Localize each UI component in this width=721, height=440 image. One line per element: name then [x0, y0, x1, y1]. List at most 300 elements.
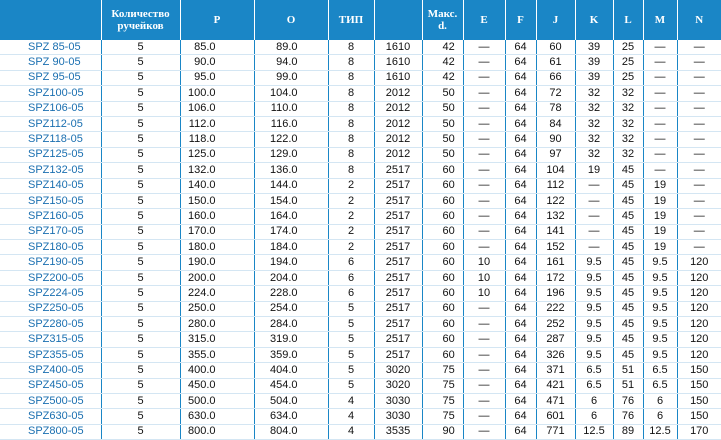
cell-l: 45 [613, 163, 643, 178]
header-j: J [536, 0, 575, 40]
cell-m: 9.5 [643, 317, 677, 332]
cell-n: — [677, 224, 721, 239]
cell-max-d: 90 [422, 424, 463, 439]
cell-model: SPZ170-05 [0, 224, 101, 239]
table-row [0, 378, 721, 393]
cell-type: 6 [328, 255, 374, 270]
cell-n: — [677, 163, 721, 178]
header-o: O [254, 0, 328, 40]
cell-max-d: 42 [422, 40, 463, 55]
table-row [0, 240, 721, 255]
cell-k: 39 [575, 70, 613, 85]
cell-n: 120 [677, 301, 721, 316]
cell-m: 19 [643, 240, 677, 255]
cell-model: SPZ190-05 [0, 255, 101, 270]
cell-j: 471 [536, 393, 575, 408]
cell-j: 104 [536, 163, 575, 178]
table-row [0, 209, 721, 224]
cell-j: 84 [536, 116, 575, 131]
cell-f: 64 [505, 332, 536, 347]
cell-bush: 2012 [374, 147, 422, 162]
cell-max-d: 50 [422, 116, 463, 131]
cell-grooves: 5 [101, 240, 180, 255]
cell-model: SPZ100-05 [0, 86, 101, 101]
cell-f: 64 [505, 224, 536, 239]
cell-grooves: 5 [101, 363, 180, 378]
cell-e: — [463, 178, 505, 193]
cell-grooves: 5 [101, 163, 180, 178]
cell-model: SPZ106-05 [0, 101, 101, 116]
cell-bush: 3030 [374, 409, 422, 424]
cell-l: 45 [613, 240, 643, 255]
cell-n: 150 [677, 363, 721, 378]
cell-e: — [463, 116, 505, 131]
cell-model: SPZ125-05 [0, 147, 101, 162]
cell-e: — [463, 409, 505, 424]
table-row [0, 363, 721, 378]
cell-type: 8 [328, 86, 374, 101]
cell-max-d: 75 [422, 378, 463, 393]
cell-o: 634.0 [254, 409, 328, 424]
cell-bush: 1610 [374, 40, 422, 55]
header-max-d: Макс. d. [422, 0, 463, 40]
cell-type: 2 [328, 209, 374, 224]
cell-f: 64 [505, 209, 536, 224]
cell-e: — [463, 101, 505, 116]
cell-type: 4 [328, 409, 374, 424]
cell-m: — [643, 86, 677, 101]
cell-max-d: 60 [422, 224, 463, 239]
cell-p: 100.0 [180, 86, 254, 101]
cell-e: — [463, 393, 505, 408]
cell-k: 9.5 [575, 317, 613, 332]
cell-f: 64 [505, 193, 536, 208]
cell-model: SPZ 90-05 [0, 55, 101, 70]
header-bush [374, 0, 422, 40]
cell-max-d: 60 [422, 255, 463, 270]
header-name [0, 0, 101, 40]
cell-e: — [463, 86, 505, 101]
cell-k: — [575, 209, 613, 224]
cell-f: 64 [505, 55, 536, 70]
cell-model: SPZ630-05 [0, 409, 101, 424]
cell-j: 72 [536, 86, 575, 101]
cell-grooves: 5 [101, 270, 180, 285]
cell-p: 450.0 [180, 378, 254, 393]
cell-model: SPZ400-05 [0, 363, 101, 378]
cell-m: 6.5 [643, 363, 677, 378]
cell-l: 32 [613, 132, 643, 147]
cell-n: 150 [677, 378, 721, 393]
cell-m: — [643, 55, 677, 70]
cell-f: 64 [505, 86, 536, 101]
cell-model: SPZ200-05 [0, 270, 101, 285]
cell-l: 76 [613, 409, 643, 424]
cell-k: 9.5 [575, 270, 613, 285]
cell-o: 94.0 [254, 55, 328, 70]
cell-l: 76 [613, 393, 643, 408]
table-row [0, 86, 721, 101]
cell-f: 64 [505, 378, 536, 393]
cell-bush: 2517 [374, 286, 422, 301]
cell-grooves: 5 [101, 147, 180, 162]
cell-f: 64 [505, 393, 536, 408]
cell-n: — [677, 55, 721, 70]
cell-e: — [463, 70, 505, 85]
cell-k: — [575, 240, 613, 255]
cell-type: 5 [328, 363, 374, 378]
cell-n: 150 [677, 393, 721, 408]
cell-grooves: 5 [101, 301, 180, 316]
cell-n: 170 [677, 424, 721, 439]
cell-n: 120 [677, 255, 721, 270]
cell-grooves: 5 [101, 178, 180, 193]
cell-model: SPZ180-05 [0, 240, 101, 255]
cell-e: — [463, 347, 505, 362]
cell-f: 64 [505, 132, 536, 147]
cell-bush: 2012 [374, 132, 422, 147]
cell-m: — [643, 40, 677, 55]
cell-model: SPZ160-05 [0, 209, 101, 224]
cell-f: 64 [505, 255, 536, 270]
cell-f: 64 [505, 286, 536, 301]
cell-o: 116.0 [254, 116, 328, 131]
cell-max-d: 75 [422, 409, 463, 424]
cell-k: 9.5 [575, 347, 613, 362]
cell-model: SPZ140-05 [0, 178, 101, 193]
cell-j: 326 [536, 347, 575, 362]
table-row [0, 347, 721, 362]
cell-e: — [463, 40, 505, 55]
cell-e: — [463, 132, 505, 147]
cell-e: — [463, 224, 505, 239]
cell-max-d: 75 [422, 393, 463, 408]
cell-o: 89.0 [254, 40, 328, 55]
cell-model: SPZ250-05 [0, 301, 101, 316]
cell-j: 601 [536, 409, 575, 424]
cell-k: — [575, 178, 613, 193]
table-row [0, 301, 721, 316]
cell-k: — [575, 224, 613, 239]
cell-n: — [677, 240, 721, 255]
cell-o: 144.0 [254, 178, 328, 193]
cell-max-d: 60 [422, 193, 463, 208]
cell-model: SPZ150-05 [0, 193, 101, 208]
cell-j: 252 [536, 317, 575, 332]
cell-j: 66 [536, 70, 575, 85]
cell-bush: 2012 [374, 116, 422, 131]
cell-grooves: 5 [101, 424, 180, 439]
header-m: M [643, 0, 677, 40]
cell-e: — [463, 240, 505, 255]
cell-n: 150 [677, 409, 721, 424]
cell-model: SPZ 85-05 [0, 40, 101, 55]
header-type: ТИП [328, 0, 374, 40]
cell-n: 120 [677, 317, 721, 332]
cell-o: 454.0 [254, 378, 328, 393]
cell-type: 8 [328, 116, 374, 131]
cell-o: 254.0 [254, 301, 328, 316]
table-header-row [0, 0, 721, 40]
cell-j: 196 [536, 286, 575, 301]
cell-p: 280.0 [180, 317, 254, 332]
cell-j: 97 [536, 147, 575, 162]
cell-e: — [463, 193, 505, 208]
cell-o: 504.0 [254, 393, 328, 408]
table-row [0, 40, 721, 55]
cell-type: 4 [328, 393, 374, 408]
cell-m: — [643, 101, 677, 116]
cell-n: 120 [677, 270, 721, 285]
cell-model: SPZ 95-05 [0, 70, 101, 85]
cell-k: — [575, 193, 613, 208]
cell-bush: 2517 [374, 301, 422, 316]
cell-grooves: 5 [101, 224, 180, 239]
cell-p: 800.0 [180, 424, 254, 439]
cell-k: 6.5 [575, 378, 613, 393]
cell-p: 500.0 [180, 393, 254, 408]
cell-grooves: 5 [101, 317, 180, 332]
cell-bush: 2517 [374, 347, 422, 362]
cell-grooves: 5 [101, 347, 180, 362]
cell-l: 25 [613, 55, 643, 70]
cell-p: 95.0 [180, 70, 254, 85]
cell-f: 64 [505, 40, 536, 55]
cell-n: 120 [677, 347, 721, 362]
header-e: E [463, 0, 505, 40]
cell-type: 5 [328, 301, 374, 316]
cell-bush: 2517 [374, 163, 422, 178]
cell-k: 19 [575, 163, 613, 178]
cell-bush: 2517 [374, 317, 422, 332]
cell-l: 45 [613, 286, 643, 301]
cell-j: 112 [536, 178, 575, 193]
cell-l: 45 [613, 255, 643, 270]
cell-n: 120 [677, 286, 721, 301]
cell-grooves: 5 [101, 101, 180, 116]
cell-l: 45 [613, 332, 643, 347]
cell-k: 9.5 [575, 332, 613, 347]
cell-n: 120 [677, 332, 721, 347]
cell-m: — [643, 163, 677, 178]
cell-k: 9.5 [575, 255, 613, 270]
cell-max-d: 50 [422, 101, 463, 116]
cell-bush: 2517 [374, 209, 422, 224]
cell-p: 118.0 [180, 132, 254, 147]
cell-n: — [677, 101, 721, 116]
cell-l: 45 [613, 317, 643, 332]
cell-max-d: 60 [422, 209, 463, 224]
header-k: K [575, 0, 613, 40]
cell-l: 45 [613, 193, 643, 208]
cell-max-d: 60 [422, 240, 463, 255]
cell-p: 180.0 [180, 240, 254, 255]
cell-bush: 2517 [374, 178, 422, 193]
cell-e: — [463, 317, 505, 332]
cell-max-d: 50 [422, 132, 463, 147]
cell-max-d: 42 [422, 55, 463, 70]
cell-m: — [643, 70, 677, 85]
cell-e: 10 [463, 270, 505, 285]
cell-o: 164.0 [254, 209, 328, 224]
cell-m: 9.5 [643, 270, 677, 285]
cell-o: 136.0 [254, 163, 328, 178]
cell-bush: 3020 [374, 378, 422, 393]
table-row [0, 116, 721, 131]
cell-j: 132 [536, 209, 575, 224]
cell-model: SPZ132-05 [0, 163, 101, 178]
header-grooves-count: Количество ручейков [101, 0, 180, 40]
cell-bush: 3020 [374, 363, 422, 378]
cell-max-d: 50 [422, 147, 463, 162]
cell-k: 32 [575, 147, 613, 162]
cell-l: 45 [613, 347, 643, 362]
cell-e: — [463, 424, 505, 439]
cell-n: — [677, 116, 721, 131]
cell-p: 106.0 [180, 101, 254, 116]
cell-type: 8 [328, 55, 374, 70]
header-f: F [505, 0, 536, 40]
cell-grooves: 5 [101, 86, 180, 101]
cell-p: 170.0 [180, 224, 254, 239]
cell-grooves: 5 [101, 209, 180, 224]
cell-n: — [677, 40, 721, 55]
cell-type: 5 [328, 378, 374, 393]
cell-max-d: 60 [422, 301, 463, 316]
cell-m: 9.5 [643, 301, 677, 316]
cell-m: — [643, 147, 677, 162]
cell-o: 404.0 [254, 363, 328, 378]
cell-p: 90.0 [180, 55, 254, 70]
cell-grooves: 5 [101, 393, 180, 408]
cell-f: 64 [505, 101, 536, 116]
cell-f: 64 [505, 363, 536, 378]
cell-j: 771 [536, 424, 575, 439]
cell-type: 2 [328, 224, 374, 239]
cell-p: 112.0 [180, 116, 254, 131]
cell-e: — [463, 301, 505, 316]
cell-m: — [643, 116, 677, 131]
cell-e: — [463, 332, 505, 347]
cell-type: 5 [328, 317, 374, 332]
cell-e: — [463, 378, 505, 393]
cell-m: 9.5 [643, 286, 677, 301]
cell-k: 9.5 [575, 301, 613, 316]
table-row [0, 409, 721, 424]
cell-m: 12.5 [643, 424, 677, 439]
cell-type: 8 [328, 40, 374, 55]
cell-m: 9.5 [643, 255, 677, 270]
cell-o: 194.0 [254, 255, 328, 270]
cell-l: 32 [613, 101, 643, 116]
cell-e: — [463, 363, 505, 378]
cell-j: 287 [536, 332, 575, 347]
table-row [0, 332, 721, 347]
cell-l: 32 [613, 116, 643, 131]
cell-max-d: 60 [422, 317, 463, 332]
cell-grooves: 5 [101, 193, 180, 208]
cell-p: 190.0 [180, 255, 254, 270]
cell-k: 9.5 [575, 286, 613, 301]
table-row [0, 55, 721, 70]
cell-max-d: 60 [422, 163, 463, 178]
cell-n: — [677, 209, 721, 224]
cell-j: 122 [536, 193, 575, 208]
cell-m: 19 [643, 178, 677, 193]
cell-m: 9.5 [643, 332, 677, 347]
cell-type: 6 [328, 270, 374, 285]
cell-j: 90 [536, 132, 575, 147]
table-row [0, 132, 721, 147]
cell-max-d: 60 [422, 286, 463, 301]
cell-f: 64 [505, 163, 536, 178]
cell-grooves: 5 [101, 70, 180, 85]
cell-j: 371 [536, 363, 575, 378]
cell-model: SPZ800-05 [0, 424, 101, 439]
cell-k: 32 [575, 86, 613, 101]
table-row [0, 255, 721, 270]
cell-type: 8 [328, 163, 374, 178]
header-n: N [677, 0, 721, 40]
cell-bush: 2517 [374, 240, 422, 255]
cell-grooves: 5 [101, 286, 180, 301]
cell-m: 6.5 [643, 378, 677, 393]
cell-n: — [677, 86, 721, 101]
cell-p: 150.0 [180, 193, 254, 208]
table-row [0, 178, 721, 193]
cell-k: 6 [575, 409, 613, 424]
cell-o: 99.0 [254, 70, 328, 85]
cell-l: 25 [613, 70, 643, 85]
cell-bush: 2012 [374, 101, 422, 116]
cell-m: — [643, 132, 677, 147]
cell-n: — [677, 132, 721, 147]
cell-e: 10 [463, 255, 505, 270]
cell-max-d: 60 [422, 332, 463, 347]
cell-bush: 2517 [374, 224, 422, 239]
cell-max-d: 50 [422, 86, 463, 101]
cell-p: 315.0 [180, 332, 254, 347]
cell-p: 250.0 [180, 301, 254, 316]
cell-f: 64 [505, 147, 536, 162]
cell-k: 39 [575, 55, 613, 70]
cell-j: 78 [536, 101, 575, 116]
cell-p: 125.0 [180, 147, 254, 162]
cell-grooves: 5 [101, 55, 180, 70]
cell-o: 204.0 [254, 270, 328, 285]
cell-n: — [677, 70, 721, 85]
cell-o: 104.0 [254, 86, 328, 101]
cell-m: 6 [643, 393, 677, 408]
cell-j: 60 [536, 40, 575, 55]
cell-e: — [463, 209, 505, 224]
cell-grooves: 5 [101, 378, 180, 393]
cell-type: 2 [328, 240, 374, 255]
cell-e: — [463, 55, 505, 70]
cell-j: 222 [536, 301, 575, 316]
cell-model: SPZ224-05 [0, 286, 101, 301]
cell-p: 400.0 [180, 363, 254, 378]
cell-j: 152 [536, 240, 575, 255]
cell-model: SPZ118-05 [0, 132, 101, 147]
cell-o: 122.0 [254, 132, 328, 147]
cell-f: 64 [505, 116, 536, 131]
cell-type: 6 [328, 286, 374, 301]
cell-p: 630.0 [180, 409, 254, 424]
cell-k: 32 [575, 132, 613, 147]
cell-e: — [463, 147, 505, 162]
cell-type: 2 [328, 178, 374, 193]
